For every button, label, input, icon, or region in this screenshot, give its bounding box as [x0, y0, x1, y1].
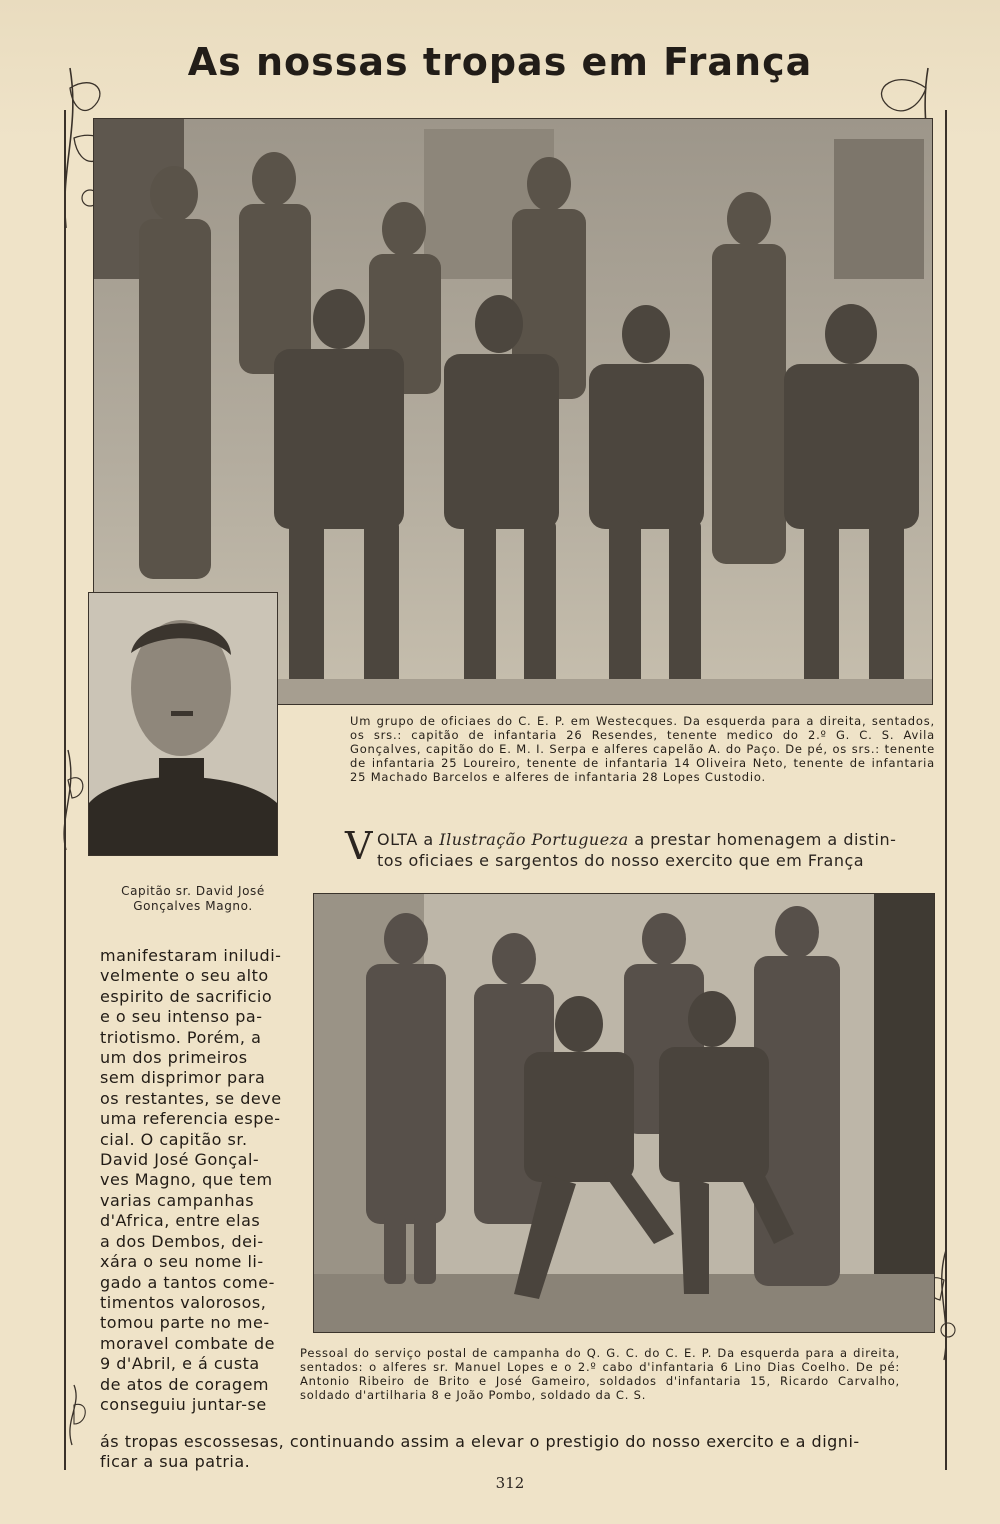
floral-ornament-left-bottom-icon	[54, 1380, 94, 1450]
column-line: tomou parte no me-	[100, 1313, 270, 1333]
page-title: As nossas tropas em França	[187, 40, 813, 84]
postal-service-group-photo	[313, 893, 935, 1333]
bottom-photo-caption: Pessoal do serviço postal de campanha do Q. G. C. do C. E. P. Da esquerda para a direita, sentados: o alferes sr. Manuel Lopes e o 2.º cabo d'infantaria 6 Lino Dias Coelho. De pé: Antonio Ribeiro de Brito e José Gameiro, soldados d'infantaria 15, Ricardo Carvalho, soldado d'artilharia 8 e João Pombo, soldado da C. S.	[300, 1346, 900, 1402]
column-line: velmente o seu alto	[100, 966, 269, 986]
column-line: moravel combate de	[100, 1333, 275, 1353]
column-line: d'Africa, entre elas	[100, 1211, 261, 1231]
lead-line-1-start: OLTA a	[377, 830, 440, 849]
column-line: um dos primeiros	[100, 1048, 248, 1068]
drop-cap: V	[345, 824, 373, 868]
column-line: espirito de sacrificio	[100, 986, 273, 1006]
postal-service-group-photo-image	[314, 894, 934, 1332]
column-line: manifestaram iniludi-	[100, 946, 282, 965]
column-line: e o seu intenso pa-	[100, 1007, 263, 1027]
column-line: varias campanhas	[100, 1190, 255, 1210]
column-line: a dos Dembos, dei-	[100, 1231, 264, 1251]
column-line: timentos valorosos,	[100, 1292, 267, 1312]
article-column	[100, 946, 290, 1415]
floral-ornament-left-mid-icon	[52, 740, 92, 860]
portrait-caption-line-2: Gonçalves Magno.	[133, 899, 253, 913]
lead-line-1-end: a prestar homenagem a distin-	[628, 830, 897, 849]
lead-line-1	[377, 830, 896, 849]
article-final-line: ás tropas escossesas, continuando assim a elevar o prestigio do nosso exercito e a digni-	[100, 1432, 860, 1451]
column-line: David José Gonçal-	[100, 1150, 260, 1170]
captain-portrait-photo	[88, 592, 278, 856]
lead-line-2: tos oficiaes e sargentos do nosso exercito que em França	[377, 851, 865, 870]
column-line: gado a tantos come-	[100, 1272, 275, 1292]
magazine-name: Ilustração Portugueza	[439, 830, 629, 849]
column-line: cial. O capitão sr.	[100, 1129, 248, 1149]
portrait-caption-line-1: Capitão sr. David José	[121, 884, 265, 898]
column-line: sem disprimor para	[100, 1068, 266, 1088]
column-line: ves Magno, que tem	[100, 1170, 273, 1190]
column-line: conseguiu juntar-se	[100, 1394, 267, 1414]
column-line: de atos de coragem	[100, 1374, 270, 1394]
column-line: triotismo. Porém, a	[100, 1027, 262, 1047]
top-photo-caption: Um grupo de oficiaes do C. E. P. em Westecques. Da esquerda para a direita, sentados, os srs.: capitão de infantaria 26 Resendes, tenente medico do 2.º G. C. S. Avila Gonçalves, capitão do E. M. I. Serpa e alferes capelão A. do Paço. De pé, os srs.: tenente de infantaria 25 Loureiro, tenente de infantaria 14 Oliveira Neto, tenente de infantaria 25 Machado Barcelos e alferes de infantaria 28 Lopes Custodio.	[350, 714, 935, 784]
column-line: uma referencia espe-	[100, 1109, 281, 1129]
captain-portrait-image	[89, 593, 277, 855]
article-final-line-2: ficar a sua patria.	[100, 1452, 251, 1471]
portrait-caption	[88, 884, 298, 914]
page-number: 312	[495, 1474, 525, 1492]
column-line: os restantes, se deve	[100, 1088, 282, 1108]
column-line: xára o seu nome li-	[100, 1252, 264, 1272]
column-line: 9 d'Abril, e á custa	[100, 1354, 260, 1374]
